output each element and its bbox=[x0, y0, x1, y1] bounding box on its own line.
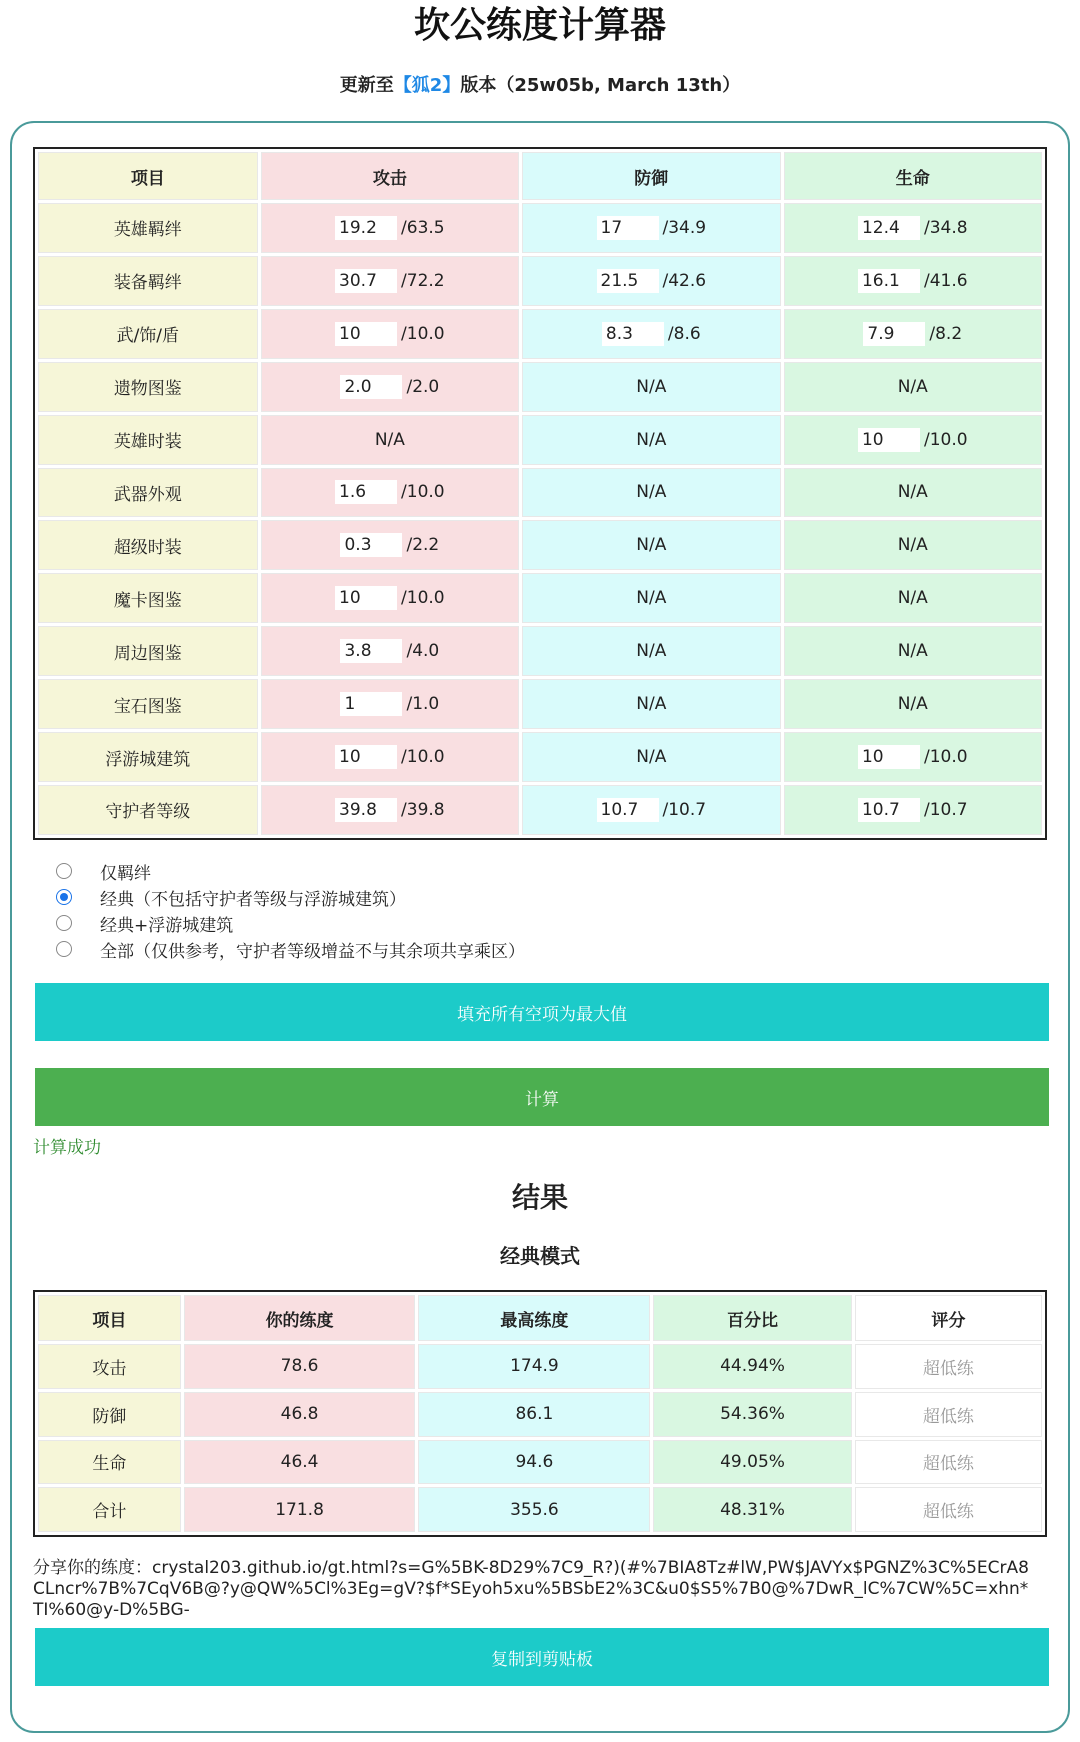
na-label: N/A bbox=[636, 429, 667, 450]
attack-cell bbox=[261, 732, 519, 782]
hp-input[interactable] bbox=[863, 322, 925, 346]
hp-max-value: /34.8 bbox=[923, 217, 968, 238]
calc-row bbox=[38, 468, 1042, 518]
result-table-body bbox=[38, 1344, 1042, 1532]
defense-input[interactable] bbox=[597, 216, 659, 240]
defense-max-value: /34.9 bbox=[662, 217, 707, 238]
hp-cell bbox=[784, 415, 1042, 465]
result-max: 174.9 bbox=[418, 1344, 650, 1389]
result-yours: 171.8 bbox=[184, 1487, 416, 1532]
grade-label: 超低练 bbox=[922, 1358, 974, 1379]
defense-cell bbox=[522, 626, 780, 676]
attack-entry bbox=[335, 480, 445, 504]
status-message: 计算成功 bbox=[33, 1138, 101, 1158]
calc-row bbox=[38, 309, 1042, 359]
calc-table-body bbox=[38, 203, 1042, 835]
defense-cell bbox=[522, 415, 780, 465]
attack-input[interactable] bbox=[335, 745, 397, 769]
defense-max-value: /8.6 bbox=[667, 323, 701, 344]
hp-input[interactable] bbox=[858, 216, 920, 240]
hp-cell bbox=[784, 732, 1042, 782]
attack-max-value: /72.2 bbox=[401, 270, 445, 291]
hp-cell bbox=[784, 203, 1042, 253]
mode-option[interactable] bbox=[56, 910, 856, 936]
hp-max-value: /10.7 bbox=[923, 799, 968, 820]
result-yours: 46.4 bbox=[184, 1440, 416, 1485]
mode-option-label: 仅羁绊 bbox=[100, 863, 151, 884]
calc-table bbox=[33, 147, 1047, 840]
result-header-max: 最高练度 bbox=[418, 1295, 650, 1341]
attack-entry bbox=[335, 586, 445, 610]
hp-entry bbox=[858, 216, 968, 240]
defense-max-value: /10.7 bbox=[662, 799, 707, 820]
attack-input[interactable] bbox=[335, 798, 397, 822]
row-label: 英雄时装 bbox=[38, 415, 258, 465]
col-header-defense: 防御 bbox=[522, 152, 780, 200]
result-yours: 46.8 bbox=[184, 1392, 416, 1437]
defense-input[interactable] bbox=[597, 798, 659, 822]
attack-entry bbox=[340, 375, 439, 399]
attack-max-value: /63.5 bbox=[401, 217, 445, 238]
na-label: N/A bbox=[636, 694, 667, 715]
defense-cell bbox=[522, 203, 780, 253]
attack-cell bbox=[261, 573, 519, 623]
version-label: 【狐2】 bbox=[393, 75, 461, 96]
mode-option[interactable] bbox=[56, 884, 856, 910]
result-max: 355.6 bbox=[418, 1487, 650, 1532]
attack-cell bbox=[261, 256, 519, 306]
attack-cell bbox=[261, 309, 519, 359]
share-text bbox=[33, 1558, 1033, 1621]
hp-entry bbox=[858, 798, 968, 822]
attack-entry bbox=[335, 745, 445, 769]
hp-input[interactable] bbox=[858, 798, 920, 822]
result-row bbox=[38, 1487, 1042, 1532]
hp-max-value: /10.0 bbox=[923, 429, 968, 450]
attack-entry bbox=[340, 533, 439, 557]
hp-entry bbox=[858, 428, 968, 452]
hp-entry bbox=[863, 322, 962, 346]
grade-label: 超低练 bbox=[922, 1502, 974, 1523]
calc-row bbox=[38, 785, 1042, 835]
attack-entry bbox=[340, 692, 439, 716]
row-label: 武/饰/盾 bbox=[38, 309, 258, 359]
calc-row bbox=[38, 520, 1042, 570]
attack-input[interactable] bbox=[340, 639, 402, 663]
defense-entry bbox=[597, 798, 707, 822]
defense-cell bbox=[522, 256, 780, 306]
hp-cell bbox=[784, 626, 1042, 676]
calc-header-row bbox=[38, 152, 1042, 200]
row-label: 周边图鉴 bbox=[38, 626, 258, 676]
na-label: N/A bbox=[897, 376, 928, 397]
hp-cell bbox=[784, 573, 1042, 623]
na-label: N/A bbox=[897, 588, 928, 609]
attack-input[interactable] bbox=[340, 692, 402, 716]
version-subtitle bbox=[0, 72, 1080, 100]
result-percent: 48.31% bbox=[653, 1487, 851, 1532]
attack-input[interactable] bbox=[335, 322, 397, 346]
row-label: 宝石图鉴 bbox=[38, 679, 258, 729]
hp-input[interactable] bbox=[858, 269, 920, 293]
defense-cell bbox=[522, 785, 780, 835]
attack-max-value: /2.2 bbox=[406, 535, 440, 556]
result-grade bbox=[855, 1487, 1042, 1532]
page-title: 坎公练度计算器 bbox=[413, 5, 666, 46]
attack-input[interactable] bbox=[340, 375, 402, 399]
attack-entry bbox=[335, 269, 445, 293]
result-mode-title: 经典模式 bbox=[500, 1244, 580, 1268]
na-label: N/A bbox=[897, 641, 928, 662]
attack-max-value: /10.0 bbox=[401, 482, 445, 503]
result-grade bbox=[855, 1344, 1042, 1389]
mode-option-label: 经典+浮游城建筑 bbox=[100, 915, 234, 936]
attack-max-value: /10.0 bbox=[401, 588, 445, 609]
defense-cell bbox=[522, 573, 780, 623]
result-item: 防御 bbox=[38, 1392, 181, 1437]
result-max: 94.6 bbox=[418, 1440, 650, 1485]
attack-cell bbox=[261, 468, 519, 518]
na-label: N/A bbox=[897, 694, 928, 715]
defense-entry bbox=[597, 269, 707, 293]
defense-input[interactable] bbox=[597, 269, 659, 293]
attack-entry bbox=[335, 216, 445, 240]
result-title: 结果 bbox=[511, 1181, 568, 1214]
share-url[interactable]: crystal203.github.io/gt.html?s=G%5BK-8D29%7C9_R?)(#%7BIA8Tz#lW,PW$JAVYx$PGNZ%3C%5ECrA8CLncr%7B%7CqV6B@?y@QW%5Cl%3Eg=gV?$f*SEyoh5xu%5BSbE2%3C&u0$S5%7B0@%7DwR_lC%7CW%5C=xhn*TI%60@y-D%5BG- bbox=[33, 1558, 1029, 1620]
attack-max-value: /1.0 bbox=[406, 694, 440, 715]
calc-row bbox=[38, 732, 1042, 782]
result-grade bbox=[855, 1440, 1042, 1485]
calc-row bbox=[38, 679, 1042, 729]
result-header-grade: 评分 bbox=[855, 1295, 1042, 1341]
radio-checked-icon[interactable] bbox=[56, 889, 72, 905]
mode-options bbox=[56, 858, 856, 962]
fill-max-button[interactable]: 填充所有空项为最大值 bbox=[35, 983, 1049, 1041]
radio-unchecked-icon[interactable] bbox=[56, 915, 72, 931]
na-label: N/A bbox=[897, 482, 928, 503]
attack-input[interactable] bbox=[335, 480, 397, 504]
na-label: N/A bbox=[636, 376, 667, 397]
result-percent: 49.05% bbox=[653, 1440, 851, 1485]
hp-max-value: /10.0 bbox=[923, 747, 968, 768]
attack-cell bbox=[261, 679, 519, 729]
result-header-percent: 百分比 bbox=[653, 1295, 851, 1341]
hp-entry bbox=[858, 269, 968, 293]
calc-row bbox=[38, 203, 1042, 253]
hp-cell bbox=[784, 785, 1042, 835]
attack-max-value: /10.0 bbox=[401, 747, 445, 768]
result-item: 合计 bbox=[38, 1487, 181, 1532]
result-percent: 44.94% bbox=[653, 1344, 851, 1389]
hp-cell bbox=[784, 468, 1042, 518]
row-label: 装备羁绊 bbox=[38, 256, 258, 306]
col-header-hp: 生命 bbox=[784, 152, 1042, 200]
attack-cell bbox=[261, 362, 519, 412]
defense-cell bbox=[522, 732, 780, 782]
attack-max-value: /2.0 bbox=[406, 376, 440, 397]
result-yours: 78.6 bbox=[184, 1344, 416, 1389]
na-label: N/A bbox=[897, 535, 928, 556]
attack-cell bbox=[261, 785, 519, 835]
calc-row bbox=[38, 573, 1042, 623]
attack-input[interactable] bbox=[335, 269, 397, 293]
col-header-attack: 攻击 bbox=[261, 152, 519, 200]
mode-option-label: 全部（仅供参考，守护者等级增益不与其余项共享乘区） bbox=[100, 941, 525, 962]
subtitle-suffix: 版本（25w05b, March 13th） bbox=[460, 75, 741, 96]
defense-cell bbox=[522, 468, 780, 518]
na-label: N/A bbox=[374, 429, 405, 450]
defense-cell bbox=[522, 679, 780, 729]
calc-row bbox=[38, 256, 1042, 306]
hp-cell bbox=[784, 309, 1042, 359]
defense-cell bbox=[522, 309, 780, 359]
attack-input[interactable] bbox=[340, 533, 402, 557]
attack-entry bbox=[335, 798, 445, 822]
attack-entry bbox=[335, 322, 445, 346]
calc-row bbox=[38, 626, 1042, 676]
result-grade bbox=[855, 1392, 1042, 1437]
result-row bbox=[38, 1392, 1042, 1437]
hp-cell bbox=[784, 520, 1042, 570]
attack-max-value: /39.8 bbox=[401, 799, 445, 820]
defense-input[interactable] bbox=[602, 322, 664, 346]
result-header-row bbox=[38, 1295, 1042, 1341]
radio-unchecked-icon[interactable] bbox=[56, 941, 72, 957]
mode-option[interactable] bbox=[56, 858, 856, 884]
subtitle-prefix: 更新至 bbox=[339, 75, 394, 96]
attack-input[interactable] bbox=[335, 586, 397, 610]
result-item: 生命 bbox=[38, 1440, 181, 1485]
hp-max-value: /8.2 bbox=[929, 323, 963, 344]
col-header-item: 项目 bbox=[38, 152, 258, 200]
radio-unchecked-icon[interactable] bbox=[56, 863, 72, 879]
attack-cell bbox=[261, 415, 519, 465]
defense-max-value: /42.6 bbox=[662, 270, 707, 291]
hp-cell bbox=[784, 362, 1042, 412]
attack-cell bbox=[261, 203, 519, 253]
result-row bbox=[38, 1440, 1042, 1485]
mode-option[interactable] bbox=[56, 936, 856, 962]
grade-label: 超低练 bbox=[922, 1454, 974, 1475]
hp-entry bbox=[858, 745, 968, 769]
hp-input[interactable] bbox=[858, 428, 920, 452]
row-label: 超级时装 bbox=[38, 520, 258, 570]
hp-max-value: /41.6 bbox=[923, 270, 968, 291]
na-label: N/A bbox=[636, 641, 667, 662]
attack-cell bbox=[261, 520, 519, 570]
defense-entry bbox=[602, 322, 701, 346]
defense-cell bbox=[522, 362, 780, 412]
grade-label: 超低练 bbox=[922, 1406, 974, 1427]
result-item: 攻击 bbox=[38, 1344, 181, 1389]
result-max: 86.1 bbox=[418, 1392, 650, 1437]
copy-button[interactable]: 复制到剪贴板 bbox=[35, 1628, 1049, 1686]
row-label: 英雄羁绊 bbox=[38, 203, 258, 253]
row-label: 武器外观 bbox=[38, 468, 258, 518]
na-label: N/A bbox=[636, 747, 667, 768]
defense-entry bbox=[597, 216, 707, 240]
result-header-item: 项目 bbox=[38, 1295, 181, 1341]
result-percent: 54.36% bbox=[653, 1392, 851, 1437]
share-label: 分享你的练度： bbox=[33, 1558, 152, 1578]
hp-cell bbox=[784, 256, 1042, 306]
hp-cell bbox=[784, 679, 1042, 729]
calculate-button[interactable]: 计算 bbox=[35, 1068, 1049, 1126]
result-table bbox=[33, 1290, 1047, 1537]
attack-input[interactable] bbox=[335, 216, 397, 240]
calc-row bbox=[38, 415, 1042, 465]
attack-max-value: /4.0 bbox=[406, 641, 440, 662]
row-label: 守护者等级 bbox=[38, 785, 258, 835]
row-label: 魔卡图鉴 bbox=[38, 573, 258, 623]
row-label: 遗物图鉴 bbox=[38, 362, 258, 412]
calc-row bbox=[38, 362, 1042, 412]
hp-input[interactable] bbox=[858, 745, 920, 769]
attack-max-value: /10.0 bbox=[401, 323, 445, 344]
na-label: N/A bbox=[636, 588, 667, 609]
result-header-yours: 你的练度 bbox=[184, 1295, 416, 1341]
attack-cell bbox=[261, 626, 519, 676]
defense-cell bbox=[522, 520, 780, 570]
row-label: 浮游城建筑 bbox=[38, 732, 258, 782]
na-label: N/A bbox=[636, 482, 667, 503]
attack-entry bbox=[340, 639, 439, 663]
result-row bbox=[38, 1344, 1042, 1389]
mode-option-label: 经典（不包括守护者等级与浮游城建筑） bbox=[100, 889, 406, 910]
na-label: N/A bbox=[636, 535, 667, 556]
